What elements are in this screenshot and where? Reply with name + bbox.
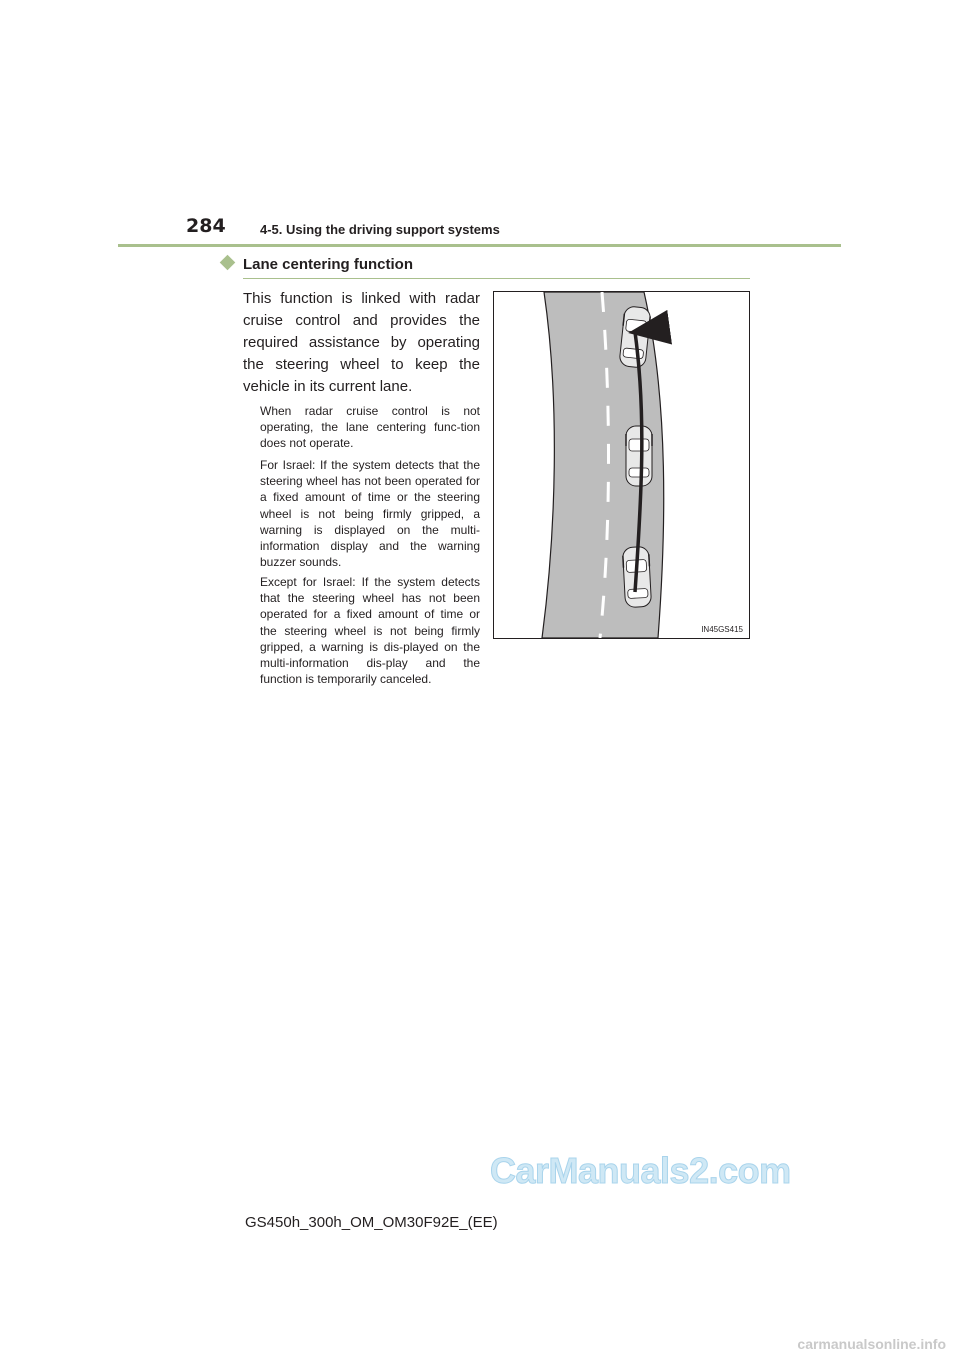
subsection-title: Lane centering function: [243, 256, 414, 273]
lane-centering-figure: [493, 291, 750, 639]
site-watermark: carmanualsonline.info: [797, 1336, 946, 1352]
figure-code: IN45GS415: [701, 625, 743, 634]
watermark-logo: CarManuals2.com: [490, 1150, 791, 1191]
subsection-rule: [243, 278, 750, 279]
section-title: 4-5. Using the driving support systems: [260, 222, 500, 237]
body-paragraph: This function is linked with radar cruise control and provides the required assistance by operating the steering wheel to keep the vehicle in its current lane.: [243, 290, 480, 395]
note-israel: For Israel: If the system detects that the steering wheel has not been operated for a fixed amount of time or the steering wheel is not being firmly gripped, a warning is displayed on the multi-information display and the warning buzzer sounds.: [260, 458, 480, 570]
header-rule: [118, 244, 841, 247]
car-middle-icon: [626, 426, 652, 486]
diamond-bullet-icon: [220, 255, 236, 271]
road-illustration: [494, 292, 749, 638]
document-code: GS450h_300h_OM_OM30F92E_(EE): [245, 1214, 498, 1231]
page-number: 284: [186, 215, 226, 237]
note-radar-not-operating: When radar cruise control is not operating, the lane centering func-tion does not operate.: [260, 404, 480, 451]
note-except-israel: Except for Israel: If the system detects that the steering wheel has not been operated for a fixed amount of time or the steering wheel is not being firmly gripped, a warning is dis-played on the multi-information dis-play and the function is temporarily canceled.: [260, 575, 480, 687]
